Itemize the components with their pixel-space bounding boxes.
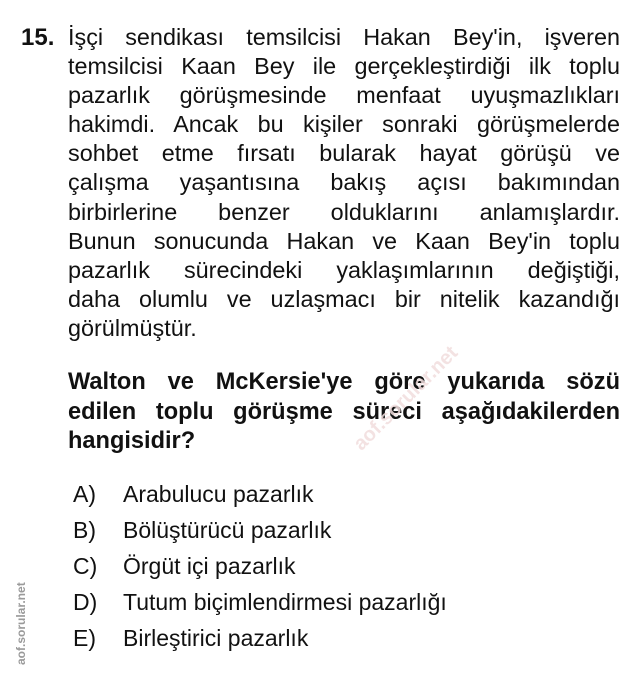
watermark-diagonal: aof.sorular.net xyxy=(349,341,463,455)
stem-line: pazarlık görüşmesinde menfaat uyuşmazlıkları xyxy=(68,82,620,109)
option-e[interactable] xyxy=(73,620,593,656)
stem-line: Bunun sonucunda Hakan ve Kaan Bey'in toplu xyxy=(68,227,620,254)
prompt-line: edilen toplu görüşme süreci aşağıdakilerden xyxy=(68,398,620,425)
watermark-side: aof.sorular.net xyxy=(14,582,28,665)
stem-line: görülmüştür. xyxy=(68,314,197,341)
stem-line: pazarlık sürecindeki yaklaşımlarının değiştiği, xyxy=(68,256,620,283)
prompt-line: hangisidir? xyxy=(68,428,196,455)
stem-line: temsilcisi Kaan Bey ile gerçekleştirdiği ilk toplu xyxy=(68,53,620,80)
option-text: Bölüştürücü pazarlık xyxy=(123,517,332,543)
option-d[interactable] xyxy=(73,584,593,620)
prompt-line: Walton ve McKersie'ye göre yukarıda sözü xyxy=(68,369,620,395)
option-text: Tutum biçimlendirmesi pazarlığı xyxy=(123,589,447,615)
option-letter: C) xyxy=(73,553,98,579)
question-stem xyxy=(68,23,620,343)
stem-line: hakimdi. Ancak bu kişiler sonraki görüşmelerde xyxy=(68,111,620,138)
option-c[interactable] xyxy=(73,548,593,584)
option-letter: A) xyxy=(73,481,96,507)
option-text: Arabulucu pazarlık xyxy=(123,481,314,507)
stem-line: daha olumlu ve uzlaşmacı bir nitelik kazandığı xyxy=(68,285,620,312)
stem-line: çalışma yaşantısına bakış açısı bakımından xyxy=(68,169,620,196)
answer-options xyxy=(73,476,593,656)
option-letter: E) xyxy=(73,625,96,651)
option-letter: B) xyxy=(73,517,96,543)
stem-line: sohbet etme fırsatı bularak hayat görüşü ve xyxy=(68,140,620,167)
question-prompt xyxy=(68,368,620,457)
option-text: Birleştirici pazarlık xyxy=(123,625,309,651)
question-number: 15. xyxy=(21,24,55,51)
option-letter: D) xyxy=(73,589,98,615)
stem-line: birbirlerine benzer olduklarını anlamışlardır. xyxy=(68,198,620,225)
stem-line: İşçi sendikası temsilcisi Hakan Bey'in, işveren xyxy=(68,24,620,50)
option-a[interactable] xyxy=(73,476,593,512)
option-text: Örgüt içi pazarlık xyxy=(123,553,296,579)
option-b[interactable] xyxy=(73,512,593,548)
